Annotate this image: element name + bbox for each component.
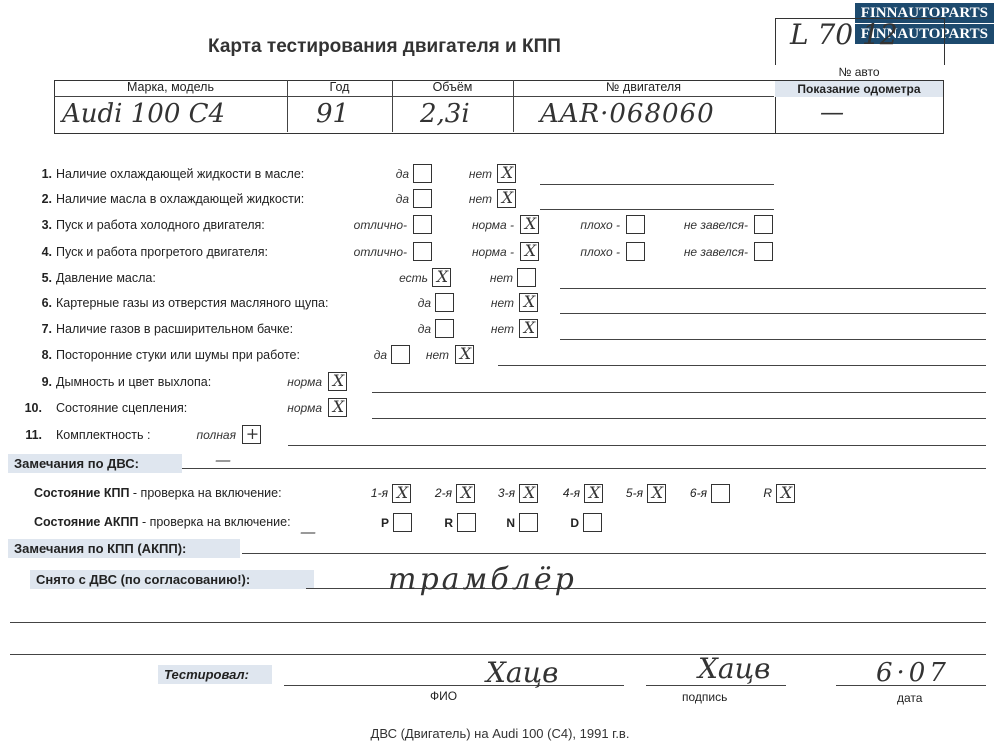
item-number: 11. — [25, 428, 42, 442]
gear-checkbox[interactable] — [456, 484, 475, 503]
option-label: не завелся- — [683, 245, 748, 259]
item-number: 2. — [41, 192, 52, 206]
item-text: Комплектность : — [56, 428, 151, 442]
akpp-mode-label: N — [506, 516, 515, 530]
item-text: Картерные газы из отверстия масляного щупа: — [56, 296, 329, 310]
check-mark: X — [523, 483, 536, 502]
item-text: Пуск и работа прогретого двигателя: — [56, 245, 268, 259]
blank-line — [10, 654, 986, 655]
volume-value: 2,3i — [420, 99, 470, 129]
name-caption: ФИО — [430, 689, 458, 703]
akpp-checkbox[interactable] — [583, 513, 602, 532]
plate-label: № авто — [838, 65, 880, 79]
checkbox[interactable] — [328, 372, 347, 391]
gearbox-remarks-label: Замечания по КПП (АКПП): — [8, 539, 240, 558]
gear-checkbox[interactable] — [519, 484, 538, 503]
checkbox[interactable] — [328, 398, 347, 417]
option-label: да — [395, 192, 409, 206]
page-caption: ДВС (Двигатель) на Audi 100 (С4), 1991 г.в. — [370, 726, 630, 741]
blank-line — [10, 622, 986, 623]
option-label: да — [373, 348, 387, 362]
signature-line — [646, 685, 786, 686]
check-mark: X — [459, 344, 472, 363]
check-mark: X — [501, 188, 514, 207]
option-label: нет — [468, 167, 492, 181]
gear-checkbox[interactable] — [776, 484, 795, 503]
make-value: Audi 100 C4 — [62, 99, 226, 129]
akpp-label: Состояние АКПП - проверка на включение: — [34, 515, 291, 529]
option-label: нет — [490, 296, 514, 310]
removed-label: Снято с ДВС (по согласованию!): — [30, 570, 314, 589]
check-mark: X — [501, 163, 514, 182]
checkbox[interactable] — [455, 345, 474, 364]
engine-remarks-label: Замечания по ДВС: — [8, 454, 182, 473]
removed-value: трамблёр — [388, 562, 577, 597]
engine-remarks-dash: — — [215, 450, 231, 469]
akpp-checkbox[interactable] — [393, 513, 412, 532]
checkbox[interactable] — [497, 164, 516, 183]
item-number: 8. — [41, 348, 52, 362]
volume-header: Объём — [432, 80, 473, 94]
option-label: полная — [196, 428, 236, 442]
gear-checkbox[interactable] — [647, 484, 666, 503]
item-text: Давление масла: — [56, 271, 156, 285]
tested-label: Тестировал: — [158, 665, 272, 684]
check-mark: X — [460, 483, 473, 502]
check-mark: + — [245, 424, 260, 443]
check-mark: X — [396, 483, 409, 502]
year-header: Год — [329, 80, 350, 94]
item-number: 3. — [41, 218, 52, 232]
item-number: 4. — [41, 245, 52, 259]
page-title: Карта тестирования двигателя и КПП — [208, 36, 561, 57]
plate-value: L 70 12 — [790, 18, 898, 51]
gear-label: 6-я — [689, 486, 707, 500]
option-label: да — [417, 322, 431, 336]
gear-label: 4-я — [562, 486, 580, 500]
answer-line — [560, 288, 986, 289]
gear-label: 2-я — [434, 486, 452, 500]
gear-checkbox[interactable] — [392, 484, 411, 503]
akpp-mode-label: R — [444, 516, 453, 530]
gearbox-remarks-line — [242, 553, 986, 554]
check-mark: X — [524, 214, 537, 233]
check-mark: X — [523, 292, 536, 311]
option-label: да — [395, 167, 409, 181]
check-mark: X — [651, 483, 664, 502]
answer-line — [288, 445, 986, 446]
item-text: Посторонние стуки или шумы при работе: — [56, 348, 300, 362]
akpp-checkbox[interactable] — [457, 513, 476, 532]
item-number: 7. — [41, 322, 52, 336]
year-value: 91 — [316, 99, 350, 129]
odometer-label: Показание одометра — [797, 82, 921, 96]
test-date: 6·07 — [876, 658, 950, 688]
make-header: Марка, модель — [126, 80, 214, 94]
check-mark: X — [588, 483, 601, 502]
engine-value: AAR·068060 — [540, 99, 715, 129]
watermark-bottom: FINNAUTOPARTS — [855, 24, 994, 44]
option-label: есть — [399, 271, 428, 285]
check-mark: X — [524, 241, 537, 260]
option-label: плохо - — [580, 218, 620, 232]
item-number: 1. — [41, 167, 52, 181]
checkbox[interactable] — [754, 242, 773, 261]
item-number: 9. — [41, 375, 52, 389]
checkbox[interactable] — [626, 215, 645, 234]
answer-line — [372, 418, 986, 419]
check-mark: X — [436, 267, 449, 286]
item-text: Пуск и работа холодного двигателя: — [56, 218, 265, 232]
name-line — [284, 685, 624, 686]
item-number: 6. — [41, 296, 52, 310]
option-label: да — [417, 296, 431, 310]
tester-name: Хацв — [486, 656, 559, 689]
item-text: Состояние сцепления: — [56, 401, 188, 415]
option-label: отлично- — [353, 245, 407, 259]
item-text: Дымность и цвет выхлопа: — [56, 375, 212, 389]
answer-line — [560, 313, 986, 314]
kpp-label: Состояние КПП - проверка на включение: — [34, 486, 282, 500]
akpp-dash: — — [300, 522, 316, 541]
date-caption: дата — [897, 691, 923, 705]
item-number: 10. — [24, 401, 42, 415]
check-mark: X — [523, 318, 536, 337]
checkbox[interactable] — [519, 293, 538, 312]
option-label: отлично- — [353, 218, 407, 232]
header-divider — [54, 96, 774, 97]
option-label: нет — [468, 192, 492, 206]
checkbox[interactable] — [242, 425, 261, 444]
gear-label: R — [763, 486, 772, 500]
akpp-mode-label: D — [570, 516, 579, 530]
answer-line — [372, 392, 986, 393]
answer-line — [498, 365, 986, 366]
tester-signature: Хацв — [698, 652, 771, 685]
checkbox[interactable] — [517, 268, 536, 287]
gear-label: 5-я — [625, 486, 643, 500]
answer-line — [540, 209, 774, 210]
option-label: не завелся- — [683, 218, 748, 232]
engine-header: № двигателя — [606, 80, 681, 94]
checkbox[interactable] — [754, 215, 773, 234]
option-label: плохо - — [580, 245, 620, 259]
option-label: нет — [489, 271, 513, 285]
answer-line — [560, 339, 986, 340]
item-text: Наличие охлаждающей жидкости в масле: — [56, 167, 305, 181]
item-text: Наличие газов в расширительном бачке: — [56, 322, 294, 336]
item-text: Наличие масла в охлаждающей жидкости: — [56, 192, 305, 206]
checkbox[interactable] — [626, 242, 645, 261]
engine-remarks-line — [182, 468, 986, 469]
akpp-mode-label: P — [380, 516, 389, 530]
answer-line — [540, 184, 774, 185]
checkbox[interactable] — [519, 319, 538, 338]
signature-caption: подпись — [682, 690, 728, 704]
watermark-top: FINNAUTOPARTS — [855, 3, 994, 23]
checkbox[interactable] — [497, 189, 516, 208]
option-label: норма — [287, 401, 322, 415]
check-mark: X — [332, 397, 345, 416]
option-label: нет — [425, 348, 449, 362]
odometer-value: — — [820, 98, 844, 126]
check-mark: X — [332, 371, 345, 390]
akpp-checkbox[interactable] — [519, 513, 538, 532]
gear-label: 1-я — [370, 486, 388, 500]
gear-checkbox[interactable] — [584, 484, 603, 503]
check-mark: X — [780, 483, 793, 502]
option-label: нет — [490, 322, 514, 336]
option-label: норма — [287, 375, 322, 389]
gear-label: 3-я — [497, 486, 515, 500]
option-label: норма - — [471, 218, 514, 232]
item-number: 5. — [41, 271, 52, 285]
option-label: норма - — [471, 245, 514, 259]
gear-checkbox[interactable] — [711, 484, 730, 503]
